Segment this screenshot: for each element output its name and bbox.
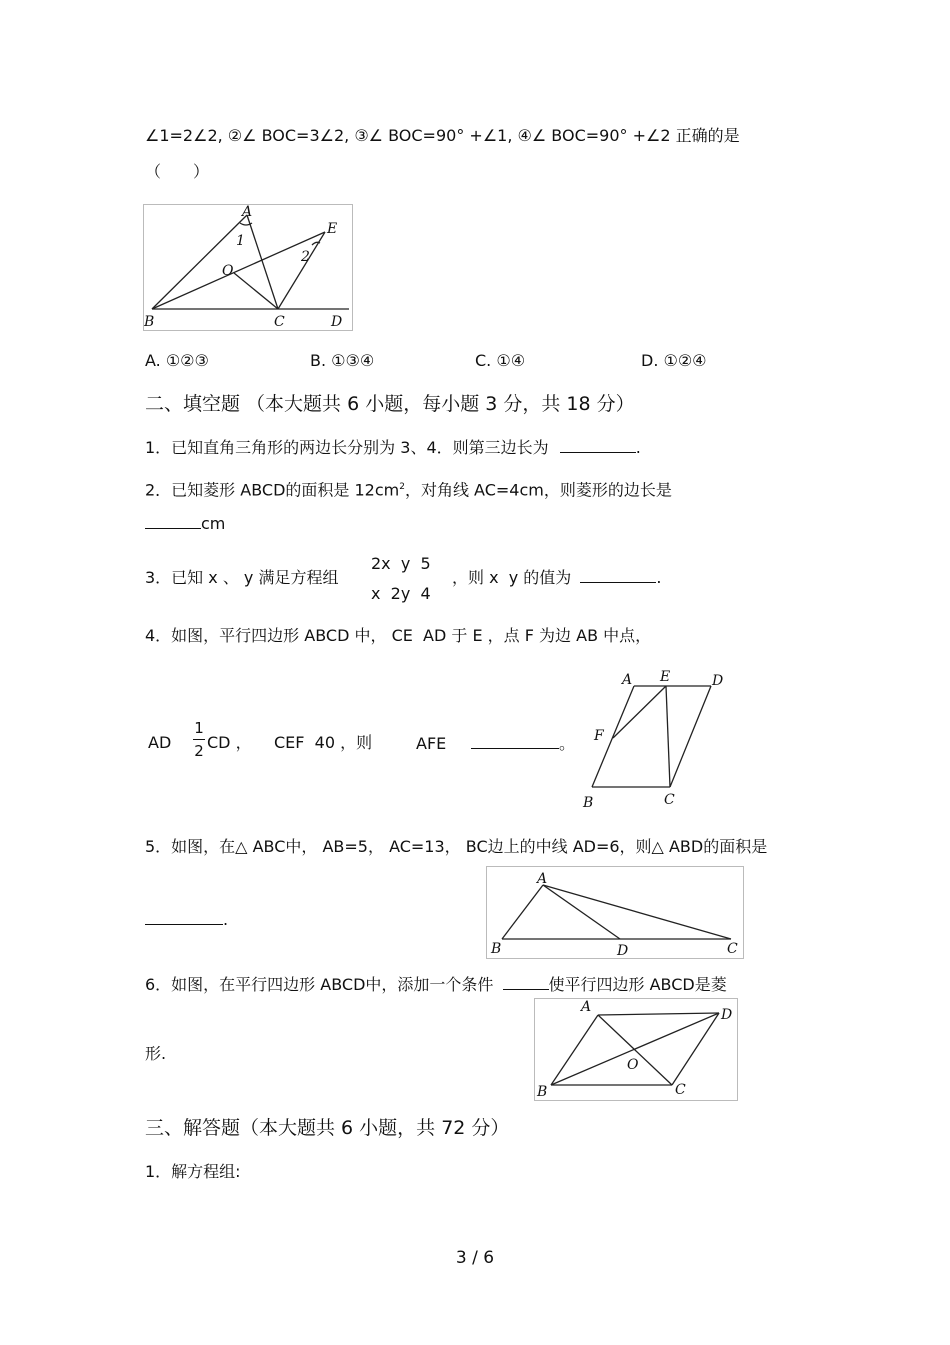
s2-q5-diagram [487, 867, 743, 958]
q8-label-E: E [327, 221, 338, 237]
s2-q6-label-O: O [627, 1057, 639, 1073]
s2-q1 [145, 438, 641, 458]
s2-q2 [145, 477, 672, 500]
s2-q6-text-b: 使平行四边形 ABCD是菱 [548, 975, 727, 994]
s2-q2-text-b: ，对角线 AC=4cm，则菱形的边长是 [404, 480, 672, 500]
s2-q5-end: . [223, 910, 229, 929]
s2-q6-blank [503, 975, 549, 990]
s2-q4-cd: CD ， [207, 733, 252, 752]
s2-q2-unit: cm [201, 514, 226, 533]
s2-q5-label-C: C [727, 941, 738, 957]
s2-q5-label-D: D [617, 943, 629, 958]
q8-label-1: 1 [236, 233, 245, 249]
q8-figure [143, 204, 353, 331]
q8-statement: ∠1=2∠2, ②∠ BOC=3∠2, ③∠ BOC=90° +∠1, ④∠ BOC=90° +∠2 正确的是 [145, 126, 740, 145]
s2-q5-answer [145, 910, 228, 930]
q8-option-d: D. ①②④ [641, 351, 707, 370]
s2-q2-blank [145, 514, 201, 529]
s2-q6-label-A: A [581, 999, 592, 1015]
s2-q2-text-a: 2．已知菱形 ABCD的面积是 12cm [145, 480, 400, 500]
s2-q3-tail [452, 568, 661, 588]
s2-q4-diagram [578, 668, 733, 813]
s2-q6-label-C: C [675, 1082, 686, 1098]
q8-label-2: 2 [301, 249, 310, 265]
s2-q5-label-A: A [537, 871, 548, 887]
page-number: 3 / 6 [455, 1248, 495, 1268]
s3-q1: 1．解方程组: [145, 1162, 241, 1181]
q8-option-a: A. ①②③ [145, 351, 209, 370]
s2-q5-label-B: B [491, 941, 502, 957]
s2-q3-tail-text: ，则 x y 的值为 [452, 568, 572, 587]
q8-label-D: D [331, 314, 343, 330]
s2-q2-sup: 2 [399, 482, 405, 492]
s2-q3-end: . [656, 568, 662, 587]
s2-q4-label-D: D [712, 673, 724, 689]
q8-label-B: B [144, 314, 155, 330]
s2-q6 [145, 975, 727, 995]
q8-option-b: B. ①③④ [310, 351, 375, 370]
q8-label-A: A [242, 205, 253, 220]
s2-q4-label-C: C [664, 792, 675, 808]
s2-q4-answer [471, 734, 575, 754]
s2-q4-ad: AD [148, 733, 172, 752]
s2-q6-figure [534, 998, 738, 1101]
s2-q4-cef: CEF 40 ，则 [274, 733, 373, 752]
s2-q4-label-E: E [660, 669, 671, 685]
s2-q6-label-B: B [537, 1084, 548, 1100]
s2-q4-label-F: F [594, 728, 604, 744]
s2-q4-blank [471, 734, 559, 749]
s2-q4-end: 。 [559, 734, 576, 753]
q8-paren: （ ） [145, 162, 210, 181]
s2-q4-afe: AFE [416, 734, 447, 753]
s2-q4-frac-bar [193, 739, 205, 740]
s2-q1-end: . [635, 438, 641, 457]
s2-q6-tail: 形. [145, 1044, 167, 1063]
q8-label-C: C [274, 314, 285, 330]
s2-q4-line1: 4．如图，平行四边形 ABCD 中， CE AD 于 E ，点 F 为边 AB 中点， [145, 626, 652, 645]
s2-q5-figure [486, 866, 744, 959]
s2-q1-text: 1．已知直角三角形的两边长分别为 3、4．则第三边长为 [145, 438, 549, 457]
q8-diagram [144, 205, 352, 330]
s2-q2-answer [145, 514, 225, 534]
section2-title: 二、填空题 （本大题共 6 小题，每小题 3 分，共 18 分） [145, 393, 635, 415]
q8-option-c: C. ①④ [475, 351, 526, 370]
s2-q6-text-a: 6．如图，在平行四边形 ABCD中，添加一个条件 [145, 975, 494, 994]
s2-q5: 5．如图，在△ ABC中， AB=5， AC=13， BC边上的中线 AD=6，则△ ABD的面积是 [145, 837, 768, 856]
s2-q4-fraction [193, 719, 205, 760]
s2-q1-blank [560, 438, 636, 453]
s2-q4-label-B: B [583, 795, 594, 811]
s2-q3-eq1: 2x y 5 [371, 554, 431, 573]
s2-q6-diagram [535, 999, 737, 1100]
q8-label-O: O [222, 263, 234, 279]
s2-q6-label-D: D [721, 1007, 733, 1023]
s2-q3-blank [580, 568, 656, 583]
s2-q5-blank [145, 910, 223, 925]
s2-q3-eq2: x 2y 4 [371, 584, 431, 603]
s2-q4-den: 2 [194, 742, 204, 760]
s2-q3-lead: 3．已知 x 、 y 满足方程组 [145, 568, 339, 587]
s2-q4-label-A: A [622, 672, 633, 688]
section3-title: 三、解答题（本大题共 6 小题，共 72 分） [145, 1117, 510, 1139]
s2-q4-num: 1 [194, 719, 204, 737]
